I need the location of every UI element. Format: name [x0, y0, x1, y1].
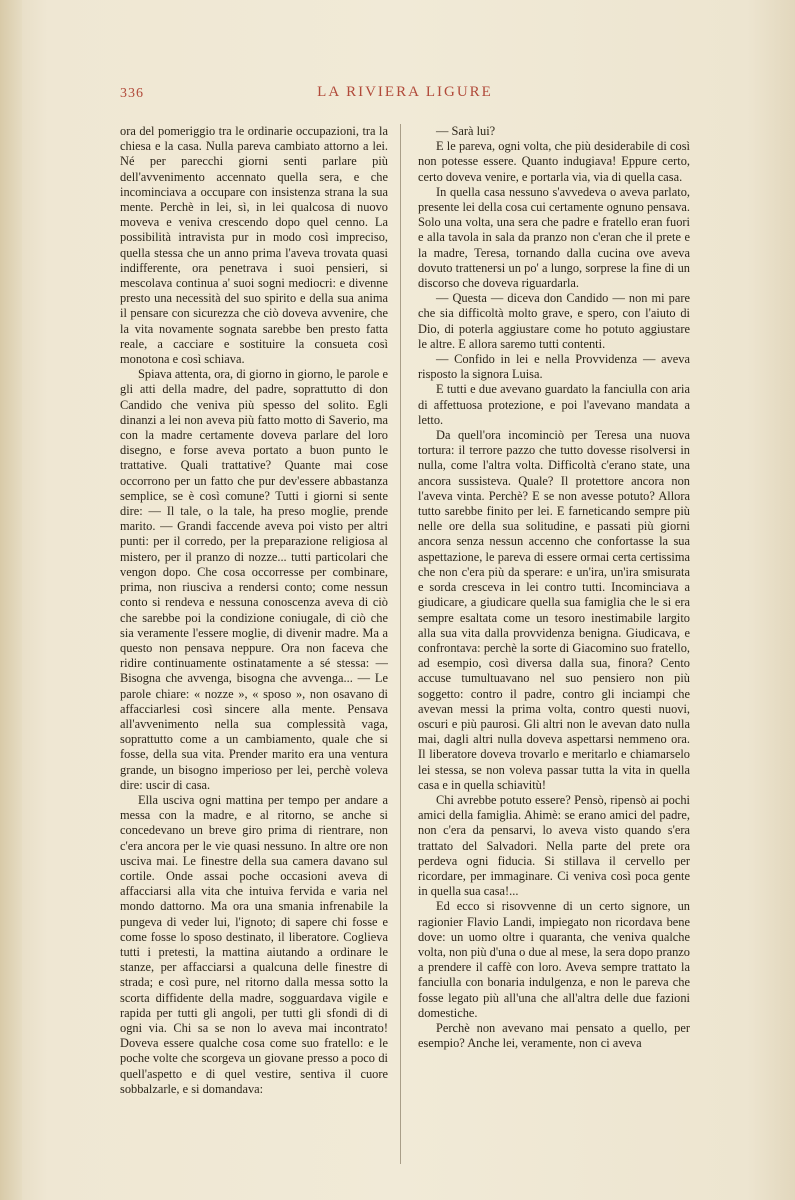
paragraph: ora del pomeriggio tra le ordinarie occupazioni, tra la chiesa e la casa. Nulla pareva cambiato attorno a lei. Né per parecchi giorni senti parlare più dell'avvenimento accennato quella sera, e che incominciava a occupare con insistenza strana la sua mente. Perchè in lei, sì, in lei qualcosa di nuovo moveva e veniva crescendo dopo quel cenno. La possibilità intravista pur in modo così impreciso, quella stessa che un anno prima l'aveva trovata quasi indifferente, ora penetrava i suoi pensieri, si mescolava continua a' suoi sogni mediocri: e divenne presto una necessità del suo spirito e della sua anima il pensare con sicurezza che ciò doveva avvenire, che la vita novamente sognata sarebbe ben presto fatta reale, a cacciare e sostituire la consueta così monotona e così schiava. [120, 124, 388, 367]
running-title: LA RIVIERA LIGURE [317, 84, 493, 100]
paragraph: Da quell'ora incominciò per Teresa una nuova tortura: il terrore pazzo che tutto dovesse risolversi in nulla, come l'altra volta. Difficoltà c'erano state, una ancora sussisteva. Quale? Il protettore ancora non l'aveva vinta. Perchè? E se non avesse potuto? Allora tutto sarebbe finito per lei. E farneticando sempre più nelle ore della sua solitudine, e passati più giorni ancora senza nessun accenno che confortasse la sua aspettazione, le pareva di essere ormai certa certissima che non c'era più da sperare: e un'ira, un'ira smisurata e sorda cresceva in lei contro tutti. Incominciava a giudicare, a giudicare quella sua famiglia che le si era sempre esaltata come un tesoro inestimabile largito alla sua vita dalla provvidenza benigna. Giudicava, e confrontava: perchè la sorte di Giacomino suo fratello, ad esempio, così diversa dalla sua, finora? Cento accuse tumultuavano nel suo pensiero non più soggetto: contro il padre, contro gli inciampi che avevan messi la prima volta, contro questi nuovi, oscuri e più paurosi. Gli altri non le avevan dato nulla mai, dagli altri nulla doveva aspettarsi nemmeno ora. Il liberatore doveva trovarlo e meritarlo e chiamarselo lei stessa, se non voleva passar tutta la vita in quella casa e in quella schiavitù! [418, 428, 690, 792]
paragraph: E tutti e due avevano guardato la fanciulla con aria di affettuosa protezione, e poi l'avevano mandata a letto. [418, 382, 690, 427]
paragraph: E le pareva, ogni volta, che più desiderabile di così non potesse essere. Quanto indugiava! Eppure certo, certo doveva venire, e portarla via, via di quella casa. [418, 139, 690, 184]
paragraph: — Confido in lei e nella Provvidenza — aveva risposto la signora Luisa. [418, 352, 690, 382]
left-column [120, 124, 388, 1164]
paragraph: In quella casa nessuno s'avvedeva o aveva parlato, presente lei della cosa cui certamente ognuno pensava. Solo una volta, una sera che padre e fratello eran fuori e alla tavola in sala da pranzo non c'eran che il prete e la madre, Teresa, tornando dalla cucina ove aveva dovuto trattenersi un po' a lungo, sorprese la fine di un discorso che doveva riguardarla. [418, 184, 690, 291]
paragraph: — Questa — diceva don Candido — non mi pare che sia difficoltà molto grave, e spero, con l'aiuto di Dio, di poterla aggiustare come ho potuto aggiustare le altre. E allora saremo tutti contenti. [418, 291, 690, 351]
paragraph: Spiava attenta, ora, di giorno in giorno, le parole e gli atti della madre, del padre, soprattutto di don Candido che veniva più spesso del solito. Egli dinanzi a lei non aveva più fatto motto di Saverio, ma con la madre certamente doveva parlare del loro disegno, e forse aveva portato a buon punto le trattative. Quali trattative? Quante mai cose occorrono per un fatto che pur dev'essere abbastanza semplice, se è così comune? Tutti i giorni si sente dire: — Il tale, o la tale, ha preso moglie, prende marito. — Grandi faccende aveva poi visto per altri punti: per il corredo, per la preparazione religiosa al mistero, per il pranzo di nozze... tutti particolari che vengon dopo. Che cosa occorresse per combinare, prima, non riusciva a rendersi conto; come nessun conto si rendeva e nessuna conoscenza aveva di ciò che sarebbe poi la condizione coniugale, di ciò che sia veramente l'essere moglie, di divenir madre. Ma a questo non pensava neppure. Ora non faceva che ridire continuamente ostinatamente a sé stessa: — Bisogna che avvenga, bisogna che avvenga... — Le parole chiare: « nozze », « sposo », non osavano di affacciarlesi così sincere alla mente. Pensava all'avvenimento nella sua complessità vaga, soprattutto come a un cambiamento, quale che si fosse, della sua vita. Prender marito era una ventura grande, un bisogno imperioso per lei, perchè voleva dire: uscir di casa. [120, 367, 388, 792]
paragraph: Ella usciva ogni mattina per tempo per andare a messa con la madre, e al ritorno, se anche si concedevano un breve giro prima di rientrare, non c'era ancora per le vie quasi nessuno. In altre ore non usciva mai. Le finestre della sua camera davano sul cortile. Onde assai poche occasioni aveva di affacciarsi alla vita che intuiva fervida e varia nel mondo dattorno. Ma ora una smania infrenabile la pungeva di veder lui, l'ignoto; di sapere chi fosse e come fosse lo sposo destinato, il liberatore. Coglieva tutti i pretesti, la mattina aiutando a ordinare le stanze, per affacciarsi a qualcuna delle finestre di strada; e così pure, nel ritorno dalla messa sotto la scorta diffidente della madre, sogguardava vigile e rapida per tutti gli angoli, per tutti gli sfondi di di ogni via. Chi sa se non lo aveva mai incontrato! Doveva essere qualche cosa come suo fratello: e le poche volte che scorgeva un giovane presso a poco di quell'aspetto e di quel vestire, sentiva il cuore sobbalzarle, e si domandava: [120, 792, 388, 1096]
paragraph: — Sarà lui? [436, 124, 496, 138]
paragraph: Perchè non avevano mai pensato a quello, per esempio? Anche lei, veramente, non ci aveva [418, 1020, 690, 1051]
paragraph: Chi avrebbe potuto essere? Pensò, ripensò ai pochi amici della famiglia. Ahimè: se erano amici del padre, non c'era da pensarvi, lo aveva visto quando s'era trattato del Salvadori. Nella parte del prete ora perdeva ogni fiducia. Si stillava il cervello per ricordare, per immaginare. Ci veniva così poca gente in quella sua casa!... [418, 792, 690, 899]
right-column [418, 124, 690, 1164]
page-header [120, 84, 690, 108]
page-number: 336 [120, 86, 144, 101]
column-divider [400, 124, 401, 1164]
binding-edge [0, 0, 22, 1200]
paragraph: Ed ecco si risovvenne di un certo signore, un ragionier Flavio Landi, impiegato non ricordava bene dove: un uomo oltre i quaranta, che veniva qualche volta, non più d'una o due al mese, la sera dopo pranzo a prendere il caffè con loro. Aveva sempre trattato la fanciulla con bonaria indulgenza, e non le pareva che fosse legato più all'una che all'altra delle due fazioni domestiche. [418, 899, 690, 1020]
